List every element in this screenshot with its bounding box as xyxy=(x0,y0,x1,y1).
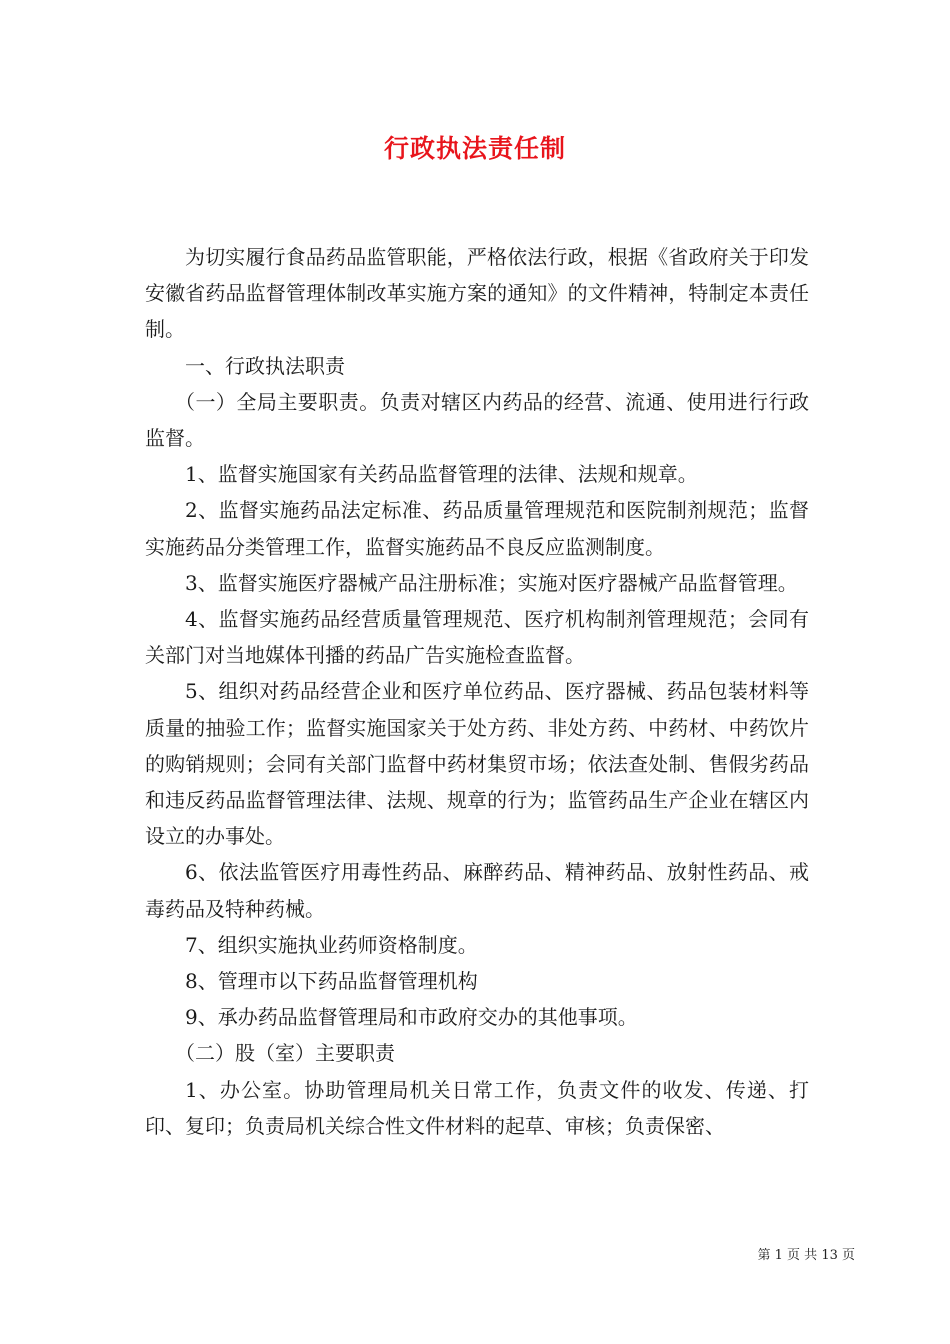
list-item: 9、承办药品监督管理局和市政府交办的其他事项。 xyxy=(185,1005,638,1030)
document-body xyxy=(145,239,809,1144)
list-item: 4、监督实施药品经营质量管理规范、医疗机构制剂管理规范；会同有关部门对当地媒体刊播的药品广告实施检查监督。 xyxy=(145,607,809,668)
subsection-heading: （一）全局主要职责。负责对辖区内药品的经营、流通、使用进行行政监督。 xyxy=(145,389,809,451)
subsection-heading: （二）股（室）主要职责 xyxy=(175,1041,395,1066)
section-heading: 一、行政执法职责 xyxy=(185,353,345,378)
list-item: 2、监督实施药品法定标准、药品质量管理规范和医院制剂规范；监督实施药品分类管理工作，监督实施药品不良反应监测制度。 xyxy=(145,498,809,559)
list-item: 8、管理市以下药品监督管理机构 xyxy=(185,969,478,994)
list-item: 6、依法监管医疗用毒性药品、麻醉药品、精神药品、放射性药品、戒毒药品及特种药械。 xyxy=(145,860,809,921)
intro-paragraph: 为切实履行食品药品监管职能，严格依法行政，根据《省政府关于印发安徽省药品监督管理体制改革实施方案的通知》的文件精神，特制定本责任制。 xyxy=(145,245,809,342)
list-item: 1、监督实施国家有关药品监督管理的法律、法规和规章。 xyxy=(185,462,698,487)
list-item: 5、组织对药品经营企业和医疗单位药品、医疗器械、药品包装材料等质量的抽验工作；监督实施国家关于处方药、非处方药、中药材、中药饮片的购销规则；会同有关部门监督中药材集贸市场；依法查处制、售假劣药品和违反药品监督管理法律、法规、规章的行为；监管药品生产企业在辖区内设立的办事处。 xyxy=(145,679,809,849)
page-number-footer: 第 1 页 共 13 页 xyxy=(757,1248,855,1263)
list-item: 7、组织实施执业药师资格制度。 xyxy=(185,932,478,957)
document-title: 行政执法责任制 xyxy=(383,134,566,163)
list-item: 3、监督实施医疗器械产品注册标准；实施对医疗器械产品监督管理。 xyxy=(185,570,798,595)
list-item: 1、办公室。协助管理局机关日常工作，负责文件的收发、传递、打印、复印；负责局机关综合性文件材料的起草、审核；负责保密、 xyxy=(145,1077,809,1138)
